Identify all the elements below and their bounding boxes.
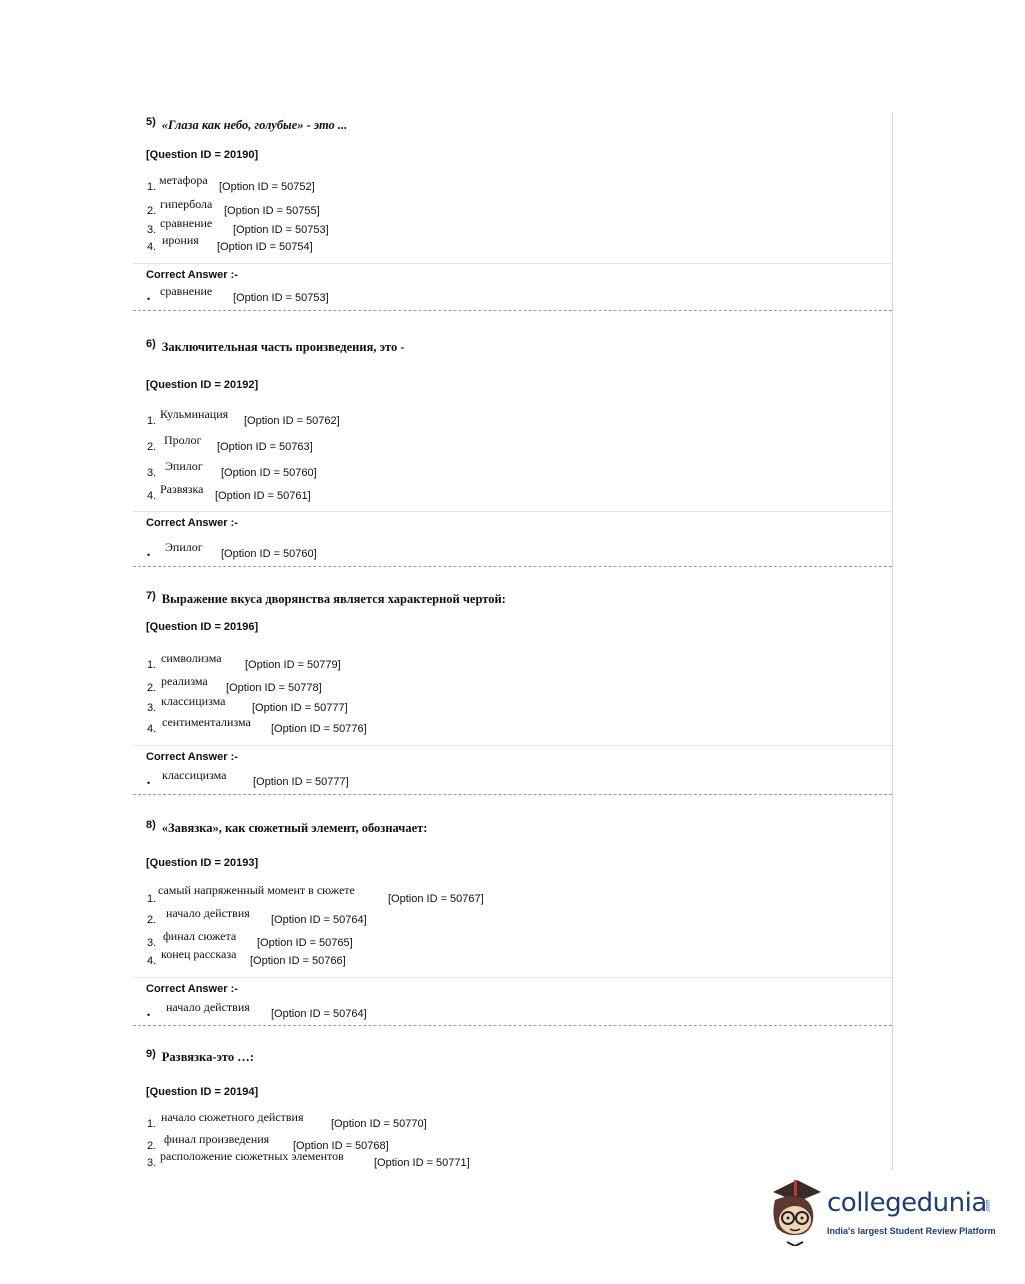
option-item <box>147 407 847 427</box>
question-id: [Question ID = 20190] <box>146 149 259 161</box>
option-item <box>147 947 847 967</box>
correct-answer-label: Correct Answer :- <box>146 269 238 281</box>
option-id: [Option ID = 50778] <box>226 682 322 694</box>
option-id: [Option ID = 50760] <box>221 467 317 479</box>
option-text: сравнение <box>160 216 213 230</box>
correct-answer-id: [Option ID = 50753] <box>233 292 329 304</box>
option-text: Пролог <box>164 433 202 447</box>
correct-answer-text: начало действия <box>166 1000 250 1014</box>
option-text: классицизма <box>161 694 226 708</box>
question-number: 9) <box>146 1048 156 1060</box>
question-number: 8) <box>146 819 156 831</box>
option-id: [Option ID = 50761] <box>215 490 311 502</box>
option-number: 3. <box>147 1157 157 1169</box>
option-text: расположение сюжетных элементов <box>160 1149 344 1163</box>
option-item <box>147 1149 847 1169</box>
correct-answer-id: [Option ID = 50760] <box>221 548 317 560</box>
option-id: [Option ID = 50762] <box>244 415 340 427</box>
option-item <box>147 885 847 905</box>
question-title <box>146 340 405 355</box>
question-number: 5) <box>146 116 156 128</box>
option-id: [Option ID = 50771] <box>374 1157 470 1169</box>
option-number: 3. <box>147 224 157 236</box>
mascot-icon <box>765 1176 825 1246</box>
option-number: 1. <box>147 659 157 671</box>
question-text: «Завязка», как сюжетный элемент, обозначает: <box>161 821 428 835</box>
option-number: 4. <box>147 955 157 967</box>
question-divider <box>133 794 892 795</box>
option-id: [Option ID = 50776] <box>271 723 367 735</box>
option-item <box>147 233 847 253</box>
option-text: Эпилог <box>165 459 203 473</box>
option-number: 2. <box>147 914 157 926</box>
option-item <box>147 906 847 926</box>
question-divider <box>133 566 892 567</box>
question-title <box>146 118 347 133</box>
question-title <box>146 592 506 607</box>
option-text: гипербола <box>160 197 213 211</box>
question-number: 7) <box>146 590 156 602</box>
bullet-icon: • <box>147 294 151 304</box>
correct-answer <box>147 540 847 560</box>
option-number: 1. <box>147 1118 157 1130</box>
correct-answer-text: классицизма <box>162 768 227 782</box>
option-text: финал произведения <box>164 1132 270 1146</box>
brand-tagline: India's largest Student Review Platform <box>827 1226 996 1236</box>
option-id: [Option ID = 50753] <box>233 224 329 236</box>
option-id: [Option ID = 50764] <box>271 914 367 926</box>
bullet-icon: • <box>147 550 151 560</box>
option-item <box>147 197 847 217</box>
correct-answer-id: [Option ID = 50777] <box>253 776 349 788</box>
option-text: метафора <box>159 173 208 187</box>
option-number: 4. <box>147 241 157 253</box>
option-text: Развязка <box>160 482 204 496</box>
option-id: [Option ID = 50777] <box>252 702 348 714</box>
option-text: символизма <box>161 651 222 665</box>
question-text: Развязка-это …: <box>161 1050 254 1064</box>
option-id: [Option ID = 50752] <box>219 181 315 193</box>
question-text: Выражение вкуса дворянства является характерной чертой: <box>161 592 506 606</box>
divider <box>133 511 892 512</box>
question-divider <box>133 310 892 311</box>
option-number: 3. <box>147 467 157 479</box>
option-number: 1. <box>147 181 157 193</box>
bullet-icon: • <box>147 778 151 788</box>
question-title <box>146 821 427 836</box>
question-text: «Глаза как небо, голубые» - это ... <box>161 118 348 132</box>
correct-answer-label: Correct Answer :- <box>146 751 238 763</box>
question-id: [Question ID = 20192] <box>146 379 259 391</box>
correct-answer <box>147 284 847 304</box>
question-number: 6) <box>146 338 156 350</box>
option-number: 2. <box>147 1140 157 1152</box>
option-id: [Option ID = 50770] <box>331 1118 427 1130</box>
divider <box>133 745 892 746</box>
option-text: сентиментализма <box>162 715 251 729</box>
question-id: [Question ID = 20194] <box>146 1086 259 1098</box>
correct-answer-id: [Option ID = 50764] <box>271 1008 367 1020</box>
correct-answer-label: Correct Answer :- <box>146 983 238 995</box>
option-item <box>147 715 847 735</box>
option-number: 2. <box>147 682 157 694</box>
option-text: реализма <box>161 674 208 688</box>
option-number: 2. <box>147 441 157 453</box>
option-number: 4. <box>147 490 157 502</box>
correct-answer-text: сравнение <box>160 284 213 298</box>
option-id: [Option ID = 50767] <box>388 893 484 905</box>
option-text: конец рассказа <box>161 947 237 961</box>
option-text: ирония <box>162 233 199 247</box>
option-item <box>147 674 847 694</box>
option-number: 1. <box>147 415 157 427</box>
option-item <box>147 433 847 453</box>
brand-name: collegedunia <box>827 1188 987 1218</box>
divider <box>133 263 892 264</box>
option-item <box>147 482 847 502</box>
option-item <box>147 651 847 671</box>
correct-answer <box>147 1000 847 1020</box>
option-number: 2. <box>147 205 157 217</box>
option-item <box>147 173 847 193</box>
question-title <box>146 1050 254 1065</box>
collegedunia-logo <box>765 1176 995 1246</box>
option-id: [Option ID = 50755] <box>224 205 320 217</box>
option-id: [Option ID = 50754] <box>217 241 313 253</box>
correct-answer <box>147 768 847 788</box>
question-id: [Question ID = 20193] <box>146 857 259 869</box>
question-sheet <box>133 112 893 1170</box>
question-text: Заключительная часть произведения, это - <box>161 340 405 354</box>
option-text: Кульминация <box>160 407 229 421</box>
option-text: финал сюжета <box>163 929 237 943</box>
question-divider <box>133 1025 892 1026</box>
bullet-icon: • <box>147 1010 151 1020</box>
option-item <box>147 929 847 949</box>
option-text: начало сюжетного действия <box>161 1110 304 1124</box>
option-item <box>147 694 847 714</box>
divider <box>133 977 892 978</box>
option-id: [Option ID = 50766] <box>250 955 346 967</box>
brand-suffix: .com <box>985 1199 992 1213</box>
option-text: начало действия <box>166 906 250 920</box>
option-id: [Option ID = 50763] <box>217 441 313 453</box>
option-text: самый напряженный момент в сюжете <box>158 883 355 897</box>
correct-answer-label: Correct Answer :- <box>146 517 238 529</box>
option-item <box>147 459 847 479</box>
option-item <box>147 1110 847 1130</box>
option-id: [Option ID = 50779] <box>245 659 341 671</box>
option-id: [Option ID = 50768] <box>293 1140 389 1152</box>
option-id: [Option ID = 50765] <box>257 937 353 949</box>
option-number: 3. <box>147 937 157 949</box>
correct-answer-text: Эпилог <box>165 540 203 554</box>
option-number: 3. <box>147 702 157 714</box>
option-number: 4. <box>147 723 157 735</box>
option-number: 1. <box>147 893 157 905</box>
question-id: [Question ID = 20196] <box>146 621 259 633</box>
